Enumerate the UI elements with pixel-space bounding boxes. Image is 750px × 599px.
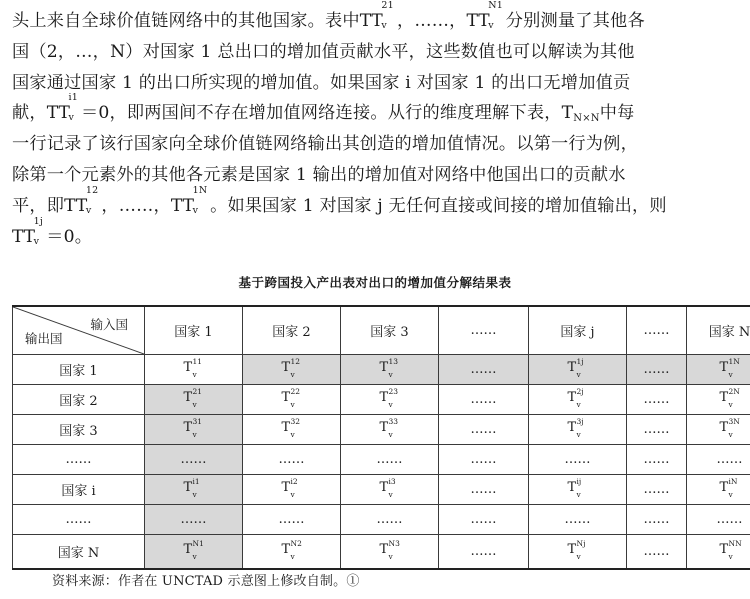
tv-symbol: T iN v: [719, 476, 738, 499]
corner-input-label: 输入国: [90, 317, 128, 332]
matrix-cell: ……: [439, 355, 529, 385]
matrix-cell: [341, 415, 439, 445]
table-row: [13, 535, 750, 570]
matrix-cell: [145, 355, 243, 385]
matrix-cell: ……: [627, 535, 687, 570]
matrix-cell: [145, 385, 243, 415]
matrix-cell: ……: [439, 445, 529, 475]
corner-header-cell: [13, 306, 145, 355]
column-header: 国家 1: [145, 306, 243, 355]
matrix-cell: [243, 415, 341, 445]
tv-symbol: T 2N v: [719, 386, 740, 409]
matrix-cell: ……: [687, 505, 750, 535]
matrix-cell: [145, 535, 243, 570]
matrix-cell: [529, 385, 627, 415]
matrix-cell: [243, 385, 341, 415]
tv-symbol: T 23 v: [379, 386, 399, 409]
para-line-4: 献，TT i1 v ＝0，即两国间不存在增加值网络连接。从行的维度理解下表，TN×N中每: [12, 98, 742, 129]
column-header: 国家 N: [687, 306, 750, 355]
row-header: ……: [13, 505, 145, 535]
column-header: 国家 2: [243, 306, 341, 355]
tv-symbol: T 32 v: [281, 416, 301, 439]
matrix-cell: ……: [529, 505, 627, 535]
symbol-t12: T 12 v: [75, 184, 99, 216]
matrix-cell: [341, 355, 439, 385]
tv-symbol: T 13 v: [379, 356, 399, 379]
matrix-cell: ……: [627, 475, 687, 505]
matrix-cell: [341, 475, 439, 505]
matrix-cell: [687, 385, 750, 415]
tv-symbol: T 3j v: [567, 416, 584, 439]
tv-symbol: T 1N v: [719, 356, 740, 379]
matrix-cell: [243, 355, 341, 385]
para-line-7: 平，即TT 12 v ，……，TT 1N v 。如果国家 1 对国家 j 无任何直接或间接的增加值输出，则: [12, 191, 742, 222]
tv-symbol: T i1 v: [183, 476, 200, 499]
row-header: 国家 3: [13, 415, 145, 445]
matrix-cell: ……: [439, 475, 529, 505]
table-row: [13, 445, 750, 475]
tv-symbol: T i2 v: [281, 476, 298, 499]
symbol-ti1: T i1 v: [58, 92, 78, 124]
column-header: ……: [627, 306, 687, 355]
matrix-cell: [687, 475, 750, 505]
tv-symbol: T 31 v: [183, 416, 203, 439]
matrix-cell: [243, 475, 341, 505]
subscript-nxn: N×N: [573, 113, 600, 125]
tv-symbol: T 33 v: [379, 416, 399, 439]
matrix-cell: ……: [627, 445, 687, 475]
matrix-cell: [341, 385, 439, 415]
matrix-cell: ……: [439, 415, 529, 445]
row-header: 国家 1: [13, 355, 145, 385]
matrix-cell: ……: [687, 445, 750, 475]
tv-symbol: T 21 v: [183, 386, 203, 409]
para-line-8: TT 1j v ＝0。: [12, 222, 742, 253]
matrix-cell: ……: [627, 415, 687, 445]
para-line-6: 除第一个元素外的其他各元素是国家 1 输出的增加值对网络中他国出口的贡献水: [12, 164, 626, 185]
table-row: [13, 355, 750, 385]
row-header: 国家 i: [13, 475, 145, 505]
row-header: 国家 2: [13, 385, 145, 415]
matrix-cell: ……: [439, 385, 529, 415]
para-line-2: 国（2，…，N）对国家 1 总出口的增加值贡献水平，这些数值也可以解读为其他: [12, 41, 635, 62]
matrix-cell: ……: [341, 445, 439, 475]
matrix-cell: ……: [341, 505, 439, 535]
tv-symbol: T 3N v: [719, 416, 740, 439]
value-added-matrix-table: [12, 305, 750, 570]
matrix-cell: [529, 355, 627, 385]
matrix-cell: [687, 535, 750, 570]
matrix-cell: [145, 475, 243, 505]
matrix-cell: [687, 415, 750, 445]
matrix-cell: [529, 415, 627, 445]
tv-symbol: T 12 v: [281, 356, 301, 379]
column-header: ……: [439, 306, 529, 355]
matrix-cell: ……: [243, 505, 341, 535]
symbol-t21: T 21 v: [371, 0, 394, 31]
matrix-cell: [687, 355, 750, 385]
row-header: 国家 N: [13, 535, 145, 570]
para-line-1: 头上来自全球价值链网络中的其他国家。表中TT 21 v ，……，TT N1 v 分别测量了其他各: [12, 6, 742, 37]
table-row: [13, 385, 750, 415]
column-header: 国家 3: [341, 306, 439, 355]
matrix-cell: [145, 415, 243, 445]
tv-symbol: T 22 v: [281, 386, 301, 409]
symbol-t1j: T 1j v: [23, 215, 44, 247]
table-row: [13, 415, 750, 445]
matrix-cell: ……: [439, 535, 529, 570]
symbol-t1n: T 1N v: [182, 184, 208, 216]
tv-symbol: T 2j v: [567, 386, 584, 409]
matrix-cell: ……: [439, 505, 529, 535]
table-row: [13, 505, 750, 535]
matrix-cell: [529, 535, 627, 570]
column-header: 国家 j: [529, 306, 627, 355]
row-header: ……: [13, 445, 145, 475]
matrix-cell: ……: [627, 385, 687, 415]
matrix-cell: [341, 535, 439, 570]
tv-symbol: T N1 v: [183, 538, 204, 561]
symbol-tn1: T N1 v: [478, 0, 503, 31]
tv-symbol: T Nj v: [567, 538, 586, 561]
matrix-cell: [529, 475, 627, 505]
tv-symbol: T 1j v: [567, 356, 584, 379]
matrix-cell: ……: [627, 505, 687, 535]
matrix-cell: ……: [145, 445, 243, 475]
tv-symbol: T N3 v: [379, 538, 400, 561]
tv-symbol: T N2 v: [281, 538, 302, 561]
tv-symbol: T i3 v: [379, 476, 396, 499]
tv-symbol: T ij v: [567, 476, 582, 499]
table-caption: 基于跨国投入产出表对出口的增加值分解结果表: [238, 275, 512, 290]
matrix-cell: ……: [243, 445, 341, 475]
matrix-cell: ……: [529, 445, 627, 475]
para-line-3: 国家通过国家 1 的出口所实现的增加值。如果国家 i 对国家 1 的出口无增加值贡: [12, 72, 631, 93]
table-row: [13, 475, 750, 505]
tv-symbol: T NN v: [719, 538, 742, 561]
table-header-row: [13, 306, 750, 355]
corner-output-label: 输出国: [25, 331, 63, 346]
para-line-5: 一行记录了该行国家向全球价值链网络输出其创造的增加值情况。以第一行为例，: [12, 134, 638, 155]
body-paragraph: [12, 0, 742, 252]
tv-symbol: T 11 v: [183, 356, 203, 379]
matrix-cell: ……: [145, 505, 243, 535]
source-note: 资料来源：作者在 UNCTAD 示意图上修改自制。①: [52, 574, 360, 589]
matrix-cell: ……: [627, 355, 687, 385]
matrix-cell: [243, 535, 341, 570]
